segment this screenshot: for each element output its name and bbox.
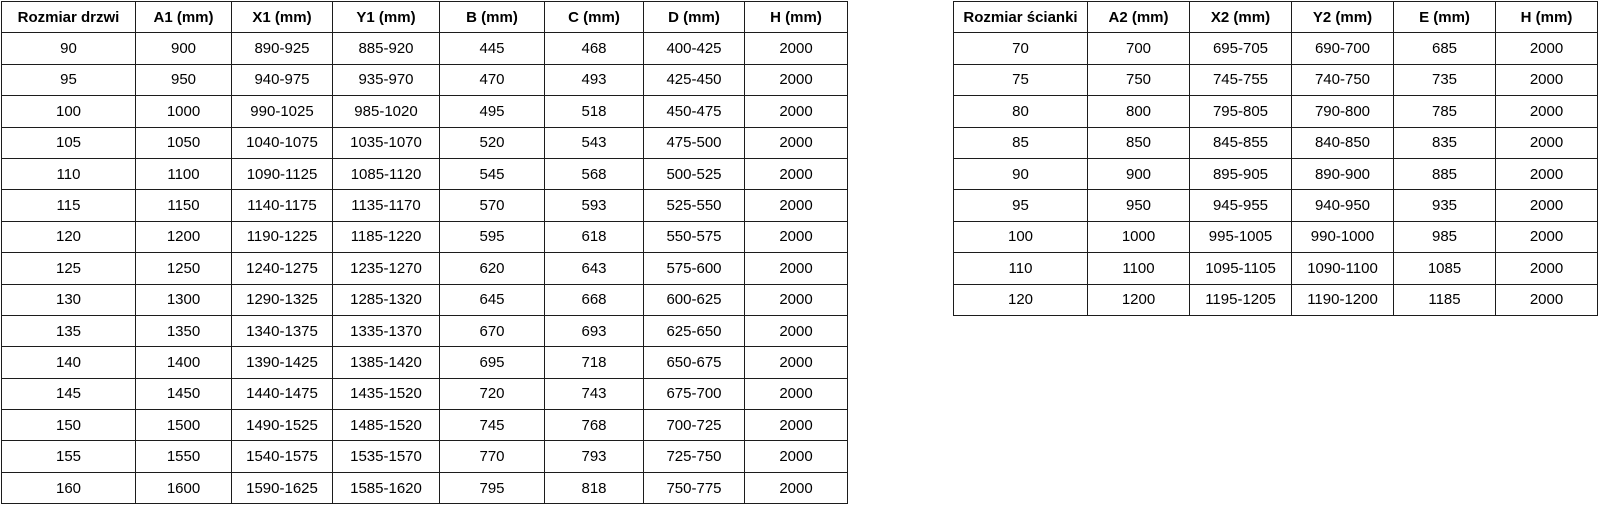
wall-table-header-row	[954, 2, 1598, 33]
cell: 518	[545, 96, 644, 127]
cell: 885	[1394, 158, 1496, 189]
cell: 1140-1175	[232, 190, 333, 221]
cell: 90	[2, 33, 136, 64]
cell: 935-970	[333, 64, 440, 95]
cell: 1185	[1394, 284, 1496, 315]
column-header: Y2 (mm)	[1292, 2, 1394, 33]
cell: 670	[440, 315, 545, 346]
table-row	[954, 253, 1598, 284]
column-header: X1 (mm)	[232, 2, 333, 33]
cell: 1185-1220	[333, 221, 440, 252]
cell: 2000	[745, 284, 848, 315]
cell: 793	[545, 441, 644, 472]
cell: 1000	[1088, 221, 1190, 252]
table-row	[2, 33, 848, 64]
cell: 668	[545, 284, 644, 315]
table-row	[954, 221, 1598, 252]
cell: 995-1005	[1190, 221, 1292, 252]
cell: 1440-1475	[232, 378, 333, 409]
cell: 740-750	[1292, 64, 1394, 95]
cell: 1085-1120	[333, 158, 440, 189]
cell: 593	[545, 190, 644, 221]
cell: 985-1020	[333, 96, 440, 127]
cell: 1435-1520	[333, 378, 440, 409]
wall-size-table	[953, 1, 1598, 316]
cell: 700-725	[644, 410, 745, 441]
table-row	[2, 253, 848, 284]
cell: 470	[440, 64, 545, 95]
column-header: X2 (mm)	[1190, 2, 1292, 33]
cell: 835	[1394, 127, 1496, 158]
cell: 475-500	[644, 127, 745, 158]
cell: 743	[545, 378, 644, 409]
table-row	[2, 284, 848, 315]
table-row	[2, 64, 848, 95]
table-row	[2, 378, 848, 409]
cell: 2000	[745, 315, 848, 346]
cell: 520	[440, 127, 545, 158]
cell: 493	[545, 64, 644, 95]
cell: 1400	[136, 347, 232, 378]
table-row	[2, 441, 848, 472]
cell: 745-755	[1190, 64, 1292, 95]
cell: 80	[954, 96, 1088, 127]
table-row	[954, 158, 1598, 189]
cell: 2000	[1496, 284, 1598, 315]
table-row	[2, 158, 848, 189]
cell: 100	[2, 96, 136, 127]
cell: 1240-1275	[232, 253, 333, 284]
cell: 1550	[136, 441, 232, 472]
wall-table-body	[954, 33, 1598, 316]
cell: 85	[954, 127, 1088, 158]
cell: 850	[1088, 127, 1190, 158]
cell: 900	[136, 33, 232, 64]
column-header: Rozmiar drzwi	[2, 2, 136, 33]
cell: 735	[1394, 64, 1496, 95]
cell: 575-600	[644, 253, 745, 284]
cell: 1200	[1088, 284, 1190, 315]
cell: 795-805	[1190, 96, 1292, 127]
cell: 1040-1075	[232, 127, 333, 158]
door-table-header-row	[2, 2, 848, 33]
cell: 818	[545, 472, 644, 503]
cell: 675-700	[644, 378, 745, 409]
table-row	[2, 127, 848, 158]
table-row	[954, 127, 1598, 158]
cell: 90	[954, 158, 1088, 189]
cell: 550-575	[644, 221, 745, 252]
cell: 2000	[745, 472, 848, 503]
table-row	[2, 472, 848, 503]
cell: 105	[2, 127, 136, 158]
cell: 2000	[745, 127, 848, 158]
cell: 525-550	[644, 190, 745, 221]
cell: 425-450	[644, 64, 745, 95]
cell: 110	[2, 158, 136, 189]
cell: 120	[954, 284, 1088, 315]
cell: 1035-1070	[333, 127, 440, 158]
cell: 1195-1205	[1190, 284, 1292, 315]
table-row	[954, 96, 1598, 127]
column-header: H (mm)	[1496, 2, 1598, 33]
cell: 500-525	[644, 158, 745, 189]
column-header: A2 (mm)	[1088, 2, 1190, 33]
cell: 1335-1370	[333, 315, 440, 346]
cell: 1250	[136, 253, 232, 284]
cell: 2000	[745, 158, 848, 189]
cell: 885-920	[333, 33, 440, 64]
cell: 100	[954, 221, 1088, 252]
cell: 2000	[1496, 96, 1598, 127]
cell: 2000	[745, 441, 848, 472]
cell: 140	[2, 347, 136, 378]
cell: 1500	[136, 410, 232, 441]
cell: 745	[440, 410, 545, 441]
cell: 1190-1225	[232, 221, 333, 252]
table-row	[954, 284, 1598, 315]
cell: 2000	[745, 64, 848, 95]
cell: 1090-1125	[232, 158, 333, 189]
cell: 750-775	[644, 472, 745, 503]
cell: 1200	[136, 221, 232, 252]
cell: 1290-1325	[232, 284, 333, 315]
cell: 695	[440, 347, 545, 378]
cell: 2000	[745, 410, 848, 441]
cell: 1085	[1394, 253, 1496, 284]
cell: 1100	[1088, 253, 1190, 284]
column-header: B (mm)	[440, 2, 545, 33]
cell: 110	[954, 253, 1088, 284]
cell: 70	[954, 33, 1088, 64]
cell: 570	[440, 190, 545, 221]
cell: 543	[545, 127, 644, 158]
cell: 845-855	[1190, 127, 1292, 158]
cell: 1100	[136, 158, 232, 189]
cell: 1590-1625	[232, 472, 333, 503]
cell: 495	[440, 96, 545, 127]
cell: 1000	[136, 96, 232, 127]
cell: 1235-1270	[333, 253, 440, 284]
cell: 890-900	[1292, 158, 1394, 189]
column-header: C (mm)	[545, 2, 644, 33]
cell: 1585-1620	[333, 472, 440, 503]
cell: 800	[1088, 96, 1190, 127]
cell: 620	[440, 253, 545, 284]
cell: 1095-1105	[1190, 253, 1292, 284]
cell: 595	[440, 221, 545, 252]
cell: 1600	[136, 472, 232, 503]
cell: 568	[545, 158, 644, 189]
cell: 145	[2, 378, 136, 409]
cell: 770	[440, 441, 545, 472]
cell: 2000	[1496, 158, 1598, 189]
table-row	[2, 96, 848, 127]
cell: 130	[2, 284, 136, 315]
cell: 115	[2, 190, 136, 221]
cell: 125	[2, 253, 136, 284]
cell: 695-705	[1190, 33, 1292, 64]
cell: 895-905	[1190, 158, 1292, 189]
cell: 685	[1394, 33, 1496, 64]
cell: 1490-1525	[232, 410, 333, 441]
cell: 750	[1088, 64, 1190, 95]
cell: 468	[545, 33, 644, 64]
cell: 95	[2, 64, 136, 95]
cell: 690-700	[1292, 33, 1394, 64]
column-header: H (mm)	[745, 2, 848, 33]
cell: 1300	[136, 284, 232, 315]
cell: 2000	[745, 190, 848, 221]
cell: 545	[440, 158, 545, 189]
cell: 95	[954, 190, 1088, 221]
cell: 2000	[745, 221, 848, 252]
cell: 768	[545, 410, 644, 441]
column-header: E (mm)	[1394, 2, 1496, 33]
cell: 2000	[1496, 64, 1598, 95]
column-header: Y1 (mm)	[333, 2, 440, 33]
cell: 790-800	[1292, 96, 1394, 127]
cell: 1285-1320	[333, 284, 440, 315]
cell: 2000	[745, 378, 848, 409]
cell: 890-925	[232, 33, 333, 64]
cell: 135	[2, 315, 136, 346]
cell: 940-950	[1292, 190, 1394, 221]
table-row	[954, 64, 1598, 95]
cell: 1350	[136, 315, 232, 346]
cell: 840-850	[1292, 127, 1394, 158]
cell: 990-1025	[232, 96, 333, 127]
cell: 2000	[745, 253, 848, 284]
cell: 950	[136, 64, 232, 95]
cell: 1190-1200	[1292, 284, 1394, 315]
cell: 600-625	[644, 284, 745, 315]
cell: 1050	[136, 127, 232, 158]
cell: 1135-1170	[333, 190, 440, 221]
table-row	[2, 315, 848, 346]
column-header: D (mm)	[644, 2, 745, 33]
column-header: Rozmiar ścianki	[954, 2, 1088, 33]
cell: 718	[545, 347, 644, 378]
cell: 1385-1420	[333, 347, 440, 378]
cell: 2000	[1496, 33, 1598, 64]
cell: 900	[1088, 158, 1190, 189]
cell: 2000	[1496, 253, 1598, 284]
cell: 795	[440, 472, 545, 503]
cell: 940-975	[232, 64, 333, 95]
cell: 2000	[1496, 127, 1598, 158]
cell: 2000	[1496, 190, 1598, 221]
cell: 150	[2, 410, 136, 441]
table-row	[2, 347, 848, 378]
cell: 725-750	[644, 441, 745, 472]
cell: 1535-1570	[333, 441, 440, 472]
cell: 2000	[745, 347, 848, 378]
cell: 720	[440, 378, 545, 409]
cell: 643	[545, 253, 644, 284]
cell: 75	[954, 64, 1088, 95]
cell: 1090-1100	[1292, 253, 1394, 284]
cell: 785	[1394, 96, 1496, 127]
cell: 450-475	[644, 96, 745, 127]
cell: 1485-1520	[333, 410, 440, 441]
table-row	[954, 33, 1598, 64]
cell: 155	[2, 441, 136, 472]
table-row	[2, 221, 848, 252]
cell: 1540-1575	[232, 441, 333, 472]
cell: 990-1000	[1292, 221, 1394, 252]
cell: 2000	[1496, 221, 1598, 252]
cell: 1450	[136, 378, 232, 409]
cell: 618	[545, 221, 644, 252]
cell: 1390-1425	[232, 347, 333, 378]
cell: 625-650	[644, 315, 745, 346]
door-table-body	[2, 33, 848, 504]
cell: 950	[1088, 190, 1190, 221]
cell: 2000	[745, 96, 848, 127]
table-row	[2, 410, 848, 441]
cell: 945-955	[1190, 190, 1292, 221]
cell: 400-425	[644, 33, 745, 64]
cell: 445	[440, 33, 545, 64]
cell: 1340-1375	[232, 315, 333, 346]
cell: 693	[545, 315, 644, 346]
cell: 645	[440, 284, 545, 315]
cell: 935	[1394, 190, 1496, 221]
cell: 2000	[745, 33, 848, 64]
cell: 160	[2, 472, 136, 503]
cell: 985	[1394, 221, 1496, 252]
column-header: A1 (mm)	[136, 2, 232, 33]
cell: 700	[1088, 33, 1190, 64]
table-row	[2, 190, 848, 221]
door-size-table	[1, 1, 848, 504]
table-row	[954, 190, 1598, 221]
cell: 120	[2, 221, 136, 252]
cell: 1150	[136, 190, 232, 221]
cell: 650-675	[644, 347, 745, 378]
